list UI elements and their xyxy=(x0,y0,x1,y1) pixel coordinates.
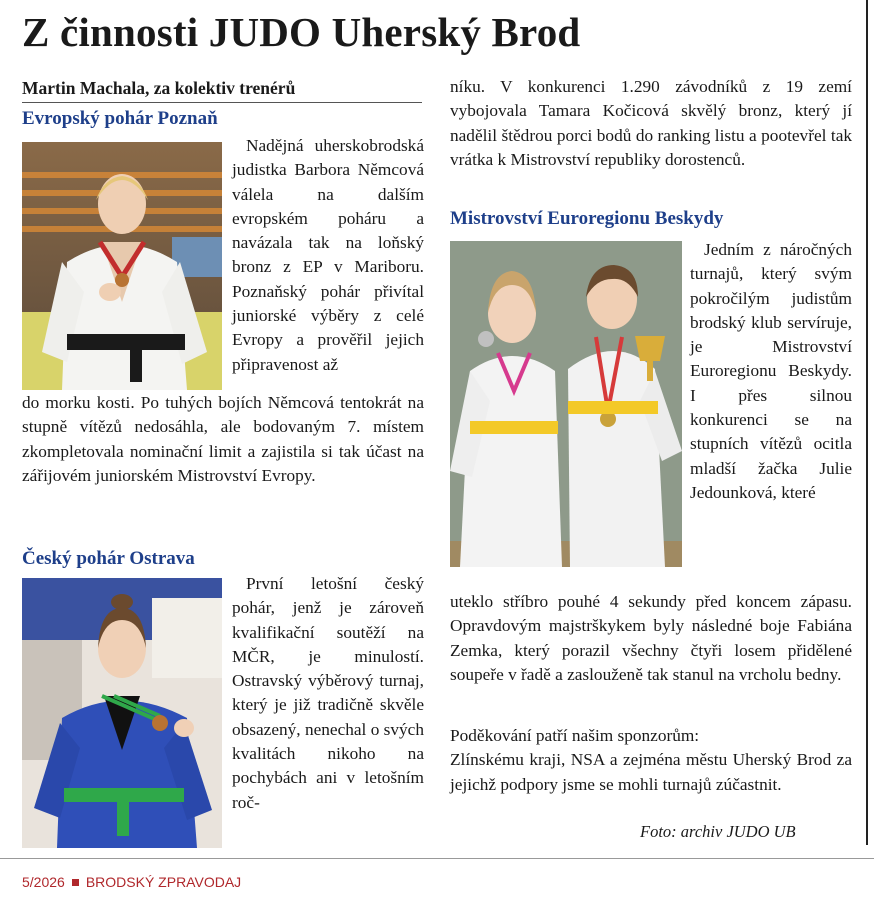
paragraph-poznan-part2: do morku kosti. Po tuhých bojích Němcová tentokrát na stupně vítězů nedosáhla, ale bodovaným 7. místem zkompletovala nominační limit a zajistila si tak účast na zářijovém juniorském Mistrovství Evropy. xyxy=(22,393,424,485)
footer-publication: BRODSKÝ ZPRAVODAJ xyxy=(85,874,242,890)
photo-judoka-poznan xyxy=(22,142,222,390)
photo-credit: Foto: archiv JUDO UB xyxy=(640,822,796,841)
paragraph-beskydy-part2: uteklo stříbro pouhé 4 sekundy před koncem zápasu. Opravdovým majstrškykem byly následné boje Fabiána Zemka, který porazil všechny čtyři losem přidělené soupeře v řadě a zaslouženě tak stanul na vrcholu bedny. xyxy=(450,592,852,684)
paragraph-ostrava-part1: První letošní český pohár, jenž je zároveň kvalifikační soutěží na MČR, je minulostí. Ostravský výběrový turnaj, který je již tradičně skvěle obsazený, nenechal o svých kvalitách nikoho na pochybách ani v letošním roč- xyxy=(232,574,424,812)
thanks-line-1: Poděkování patří našim sponzorům: xyxy=(450,726,700,745)
footer-issue: 5/2026 xyxy=(22,874,65,890)
section-text-beskydy-full xyxy=(450,590,852,687)
section-text-beskydy-wrap xyxy=(690,238,852,505)
section-text-ostrava-wrap xyxy=(232,572,424,815)
section-thanks xyxy=(450,724,852,797)
photo-young-judokas-beskydy xyxy=(450,241,682,567)
section-heading-ostrava: Český pohár Ostrava xyxy=(22,548,195,569)
section-heading-beskydy: Mistrovství Euroregionu Beskydy xyxy=(450,208,724,229)
section-text-ostrava-continued xyxy=(450,75,852,172)
footer-divider xyxy=(0,858,874,859)
photo-judoka-ostrava xyxy=(22,578,222,848)
paragraph-ostrava-part2: níku. V konkurenci 1.290 závodníků z 19 zemí vybojovala Tamara Kočicová skvělý bronz, který jí nadělil štědrou porci bodů do ranking listu a pootevřel tak vrátka k Mistrovství republiky dorostenců. xyxy=(450,77,852,169)
section-heading-poznan: Evropský pohár Poznaň xyxy=(22,108,218,129)
paragraph-beskydy-part1: Jedním z náročných turnajů, který svým pokročilým judistům brodský klub servíruje, je Mistrovství Euroregionu Beskydy. I přes silnou konkurenci se na stupních vítězů ocitla mladší žačka Julie Jedounková, které xyxy=(690,240,852,502)
page-footer xyxy=(22,874,241,890)
thanks-line-2: Zlínskému kraji, NSA a zejména městu Uherský Brod za jejichž podpory jsme se mohli turnajů zúčastnit. xyxy=(450,750,852,794)
section-text-poznan-full xyxy=(22,391,424,488)
paragraph-poznan-part1: Nadějná uherskobrodská judistka Barbora Němcová válela na dalším evropském poháru a navázala tak na loňský bronz z EP v Mariboru. Poznaňský pohár přivítal juniorské výběry z celé Evropy a prověřil jejich připravenost až xyxy=(232,136,424,374)
section-text-poznan-wrap xyxy=(232,134,424,377)
column-right-rule xyxy=(866,0,868,845)
footer-square-icon xyxy=(72,879,79,886)
article-title: Z činnosti JUDO Uherský Brod xyxy=(22,9,581,55)
article-author: Martin Machala, za kolektiv trenérů xyxy=(22,78,422,103)
